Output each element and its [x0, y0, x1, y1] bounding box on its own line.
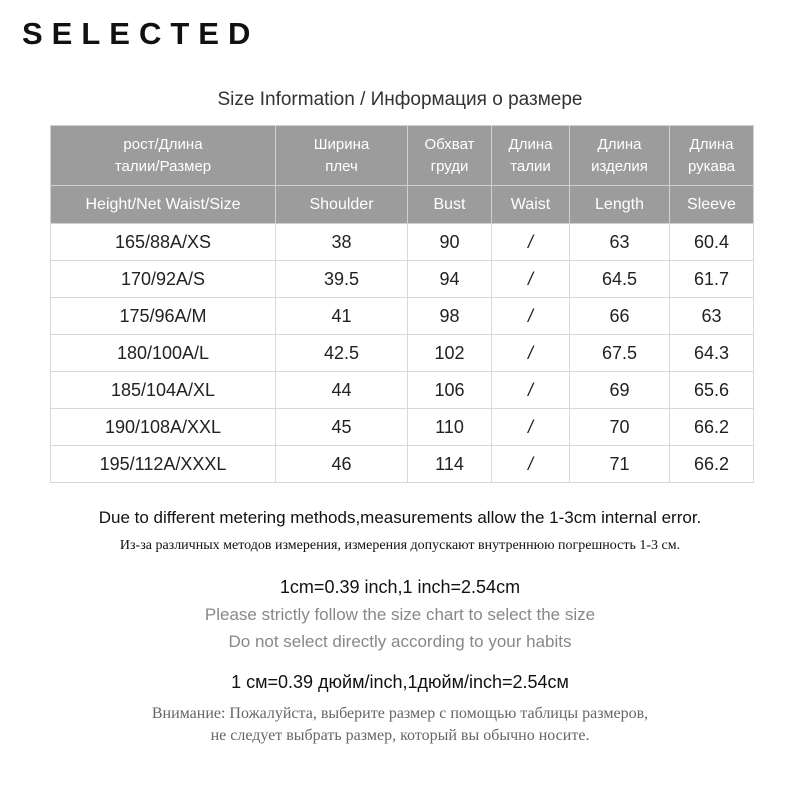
- size-table: [50, 125, 754, 483]
- bust-cell: 90: [408, 224, 492, 261]
- header-en-shoulder: Shoulder: [276, 186, 408, 224]
- page-title: Size Information / Информация о размере: [217, 89, 583, 110]
- header-ru-length: Длина изделия: [570, 126, 670, 186]
- waist-cell: /: [492, 335, 570, 372]
- table-row: [51, 261, 754, 298]
- table-row: [51, 335, 754, 372]
- table-row: [51, 446, 754, 483]
- header-en-length: Length: [570, 186, 670, 224]
- length-cell: 66: [570, 298, 670, 335]
- table-row: [51, 224, 754, 261]
- sleeve-cell: 66.2: [670, 409, 754, 446]
- length-cell: 70: [570, 409, 670, 446]
- shoulder-cell: 41: [276, 298, 408, 335]
- size-cell: 180/100A/L: [51, 335, 276, 372]
- length-cell: 67.5: [570, 335, 670, 372]
- header-en-bust: Bust: [408, 186, 492, 224]
- table-row: [51, 409, 754, 446]
- length-cell: 71: [570, 446, 670, 483]
- warning-russian-line-1: Внимание: Пожалуйста, выберите размер с помощью таблицы размеров,: [151, 705, 649, 722]
- sleeve-cell: 61.7: [670, 261, 754, 298]
- shoulder-cell: 39.5: [276, 261, 408, 298]
- sleeve-cell: 60.4: [670, 224, 754, 261]
- shoulder-cell: 44: [276, 372, 408, 409]
- sleeve-cell: 63: [670, 298, 754, 335]
- header-ru-size: рост/Длина талии/Размер: [51, 126, 276, 186]
- size-cell: 185/104A/XL: [51, 372, 276, 409]
- bust-cell: 98: [408, 298, 492, 335]
- length-cell: 64.5: [570, 261, 670, 298]
- waist-cell: /: [492, 224, 570, 261]
- bust-cell: 102: [408, 335, 492, 372]
- instruction-follow-chart: Please strictly follow the size chart to select the size: [204, 605, 596, 624]
- bust-cell: 114: [408, 446, 492, 483]
- size-cell: 170/92A/S: [51, 261, 276, 298]
- waist-cell: /: [492, 298, 570, 335]
- waist-cell: /: [492, 372, 570, 409]
- shoulder-cell: 38: [276, 224, 408, 261]
- header-en-size: Height/Net Waist/Size: [51, 186, 276, 224]
- unit-conversion-english: 1cm=0.39 inch,1 inch=2.54cm: [279, 577, 521, 597]
- size-cell: 175/96A/M: [51, 298, 276, 335]
- shoulder-cell: 42.5: [276, 335, 408, 372]
- size-cell: 165/88A/XS: [51, 224, 276, 261]
- error-note-english: Due to different metering methods,measurements allow the 1-3cm internal error.: [98, 508, 702, 527]
- size-cell: 195/112A/XXXL: [51, 446, 276, 483]
- brand-logo: SELECTED: [22, 16, 260, 51]
- header-row-russian: [51, 126, 754, 186]
- length-cell: 63: [570, 224, 670, 261]
- size-cell: 190/108A/XXL: [51, 409, 276, 446]
- header-en-waist: Waist: [492, 186, 570, 224]
- table-row: [51, 298, 754, 335]
- header-ru-waist: Длина талии: [492, 126, 570, 186]
- header-row-english: [51, 186, 754, 224]
- bust-cell: 94: [408, 261, 492, 298]
- waist-cell: /: [492, 409, 570, 446]
- waist-cell: /: [492, 446, 570, 483]
- header-ru-bust: Обхват груди: [408, 126, 492, 186]
- header-ru-shoulder: Ширина плеч: [276, 126, 408, 186]
- error-note-russian: Из-за различных методов измерения, измерения допускают внутреннюю погрешность 1-3 см.: [119, 538, 681, 553]
- header-en-sleeve: Sleeve: [670, 186, 754, 224]
- sleeve-cell: 64.3: [670, 335, 754, 372]
- header-ru-sleeve: Длина рукава: [670, 126, 754, 186]
- sleeve-cell: 65.6: [670, 372, 754, 409]
- bust-cell: 110: [408, 409, 492, 446]
- sleeve-cell: 66.2: [670, 446, 754, 483]
- unit-conversion-russian: 1 см=0.39 дюйм/inch,1дюйм/inch=2.54см: [231, 672, 569, 692]
- length-cell: 69: [570, 372, 670, 409]
- waist-cell: /: [492, 261, 570, 298]
- shoulder-cell: 45: [276, 409, 408, 446]
- bust-cell: 106: [408, 372, 492, 409]
- table-row: [51, 372, 754, 409]
- shoulder-cell: 46: [276, 446, 408, 483]
- instruction-not-habits: Do not select directly according to your habits: [228, 632, 572, 651]
- warning-russian-line-2: не следует выбрать размер, который вы обычно носите.: [210, 727, 590, 744]
